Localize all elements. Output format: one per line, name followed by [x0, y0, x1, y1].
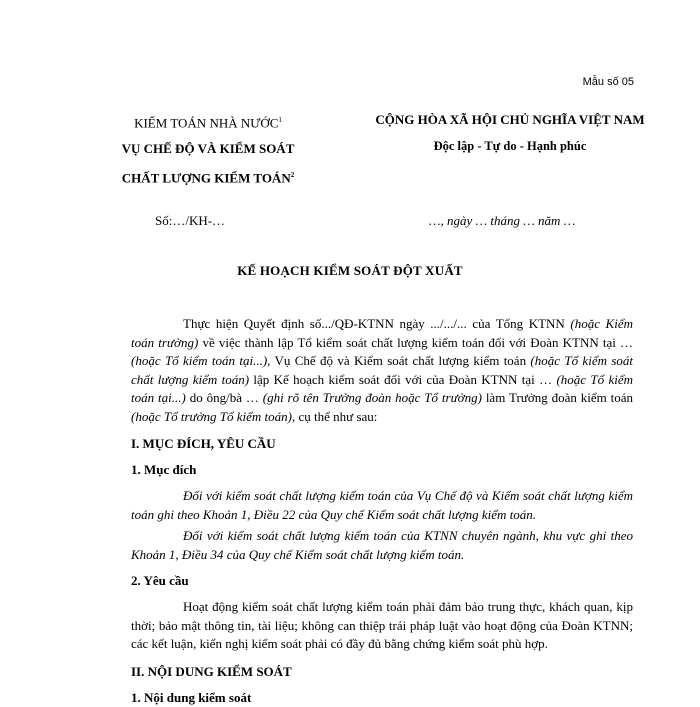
form-number: Mẫu số 05	[582, 76, 634, 88]
section-1-sub-1-heading: 1. Mục đích	[131, 462, 197, 477]
intro-paragraph: Thực hiện Quyết định số.../QĐ-KTNN ngày .../.../... của Tổng KTNN (hoặc Kiểm toán trưởng) về việc thành lập Tổ kiểm soát chất lượng kiểm toán đối với Đoàn KTNN tại … (hoặc Tổ kiểm toán tại...), Vụ Chế độ và Kiểm soát chất lượng kiểm toán (hoặc Tổ kiểm soát chất lượng kiểm toán) lập Kế hoạch kiểm soát đối với của Đoàn KTNN tại … (hoặc Tổ kiểm toán tại...) do ông/bà … (ghi rõ tên Trưởng đoàn hoặc Tổ trưởng) làm Trưởng đoàn kiểm toán (hoặc Tổ trưởng Tổ kiểm toán), cụ thể như sau:	[131, 316, 634, 424]
purpose-paragraph-2: Đối với kiểm soát chất lượng kiểm toán của KTNN chuyên ngành, khu vực ghi theo Khoản 1, Điều 34 của Quy chế Kiểm soát chất lượng kiểm toán.	[131, 528, 633, 562]
footnote-ref-1: 1	[278, 116, 282, 124]
national-title: CỘNG HÒA XÃ HỘI CHỦ NGHĨA VIỆT NAM	[375, 112, 645, 127]
agency-line-1: KIỂM TOÁN NHÀ NƯỚC$^1$	[134, 115, 282, 131]
document-number: Số:…/KH-…	[155, 213, 226, 228]
requirements-paragraph: Hoạt động kiểm soát chất lượng kiểm toán phải đảm bảo trung thực, khách quan, kịp thời; bảo mật thông tin, tài liệu; không can thiệp trái pháp luật vào hoạt động của Đoàn KTNN; các kết luận, kiến nghị kiểm soát phải có đầy đủ bằng chứng kiểm soát phù hợp.	[131, 599, 633, 651]
national-motto: Độc lập - Tự do - Hạnh phúc	[433, 139, 587, 153]
agency-line-2: VỤ CHẾ ĐỘ VÀ KIỂM SOÁT	[121, 141, 295, 157]
section-2-sub-1-heading: 1. Nội dung kiểm soát	[131, 689, 252, 705]
purpose-paragraph-1: Đối với kiểm soát chất lượng kiểm toán của Vụ Chế độ và Kiểm soát chất lượng kiểm toán ghi theo Khoản 1, Điều 22 của Quy chế Kiểm soát chất lượng kiểm toán.	[131, 488, 633, 522]
footnote-ref-2: 2	[290, 171, 295, 180]
national-header	[355, 107, 665, 159]
section-2-heading: II. NỘI DUNG KIỂM SOÁT	[131, 663, 292, 679]
section-1-heading: I. MỤC ĐÍCH, YÊU CẦU	[131, 436, 276, 451]
section-1-sub-2-heading: 2. Yêu cầu	[131, 573, 189, 588]
document-title: KẾ HOẠCH KIỂM SOÁT ĐỘT XUẤT	[237, 263, 463, 278]
issuing-agency-header	[88, 107, 328, 192]
document-date: …, ngày … tháng … năm …	[429, 213, 576, 228]
agency-line-3: CHẤT LƯỢNG KIỂM TOÁN$^2$	[121, 170, 295, 186]
document-body	[131, 315, 633, 707]
